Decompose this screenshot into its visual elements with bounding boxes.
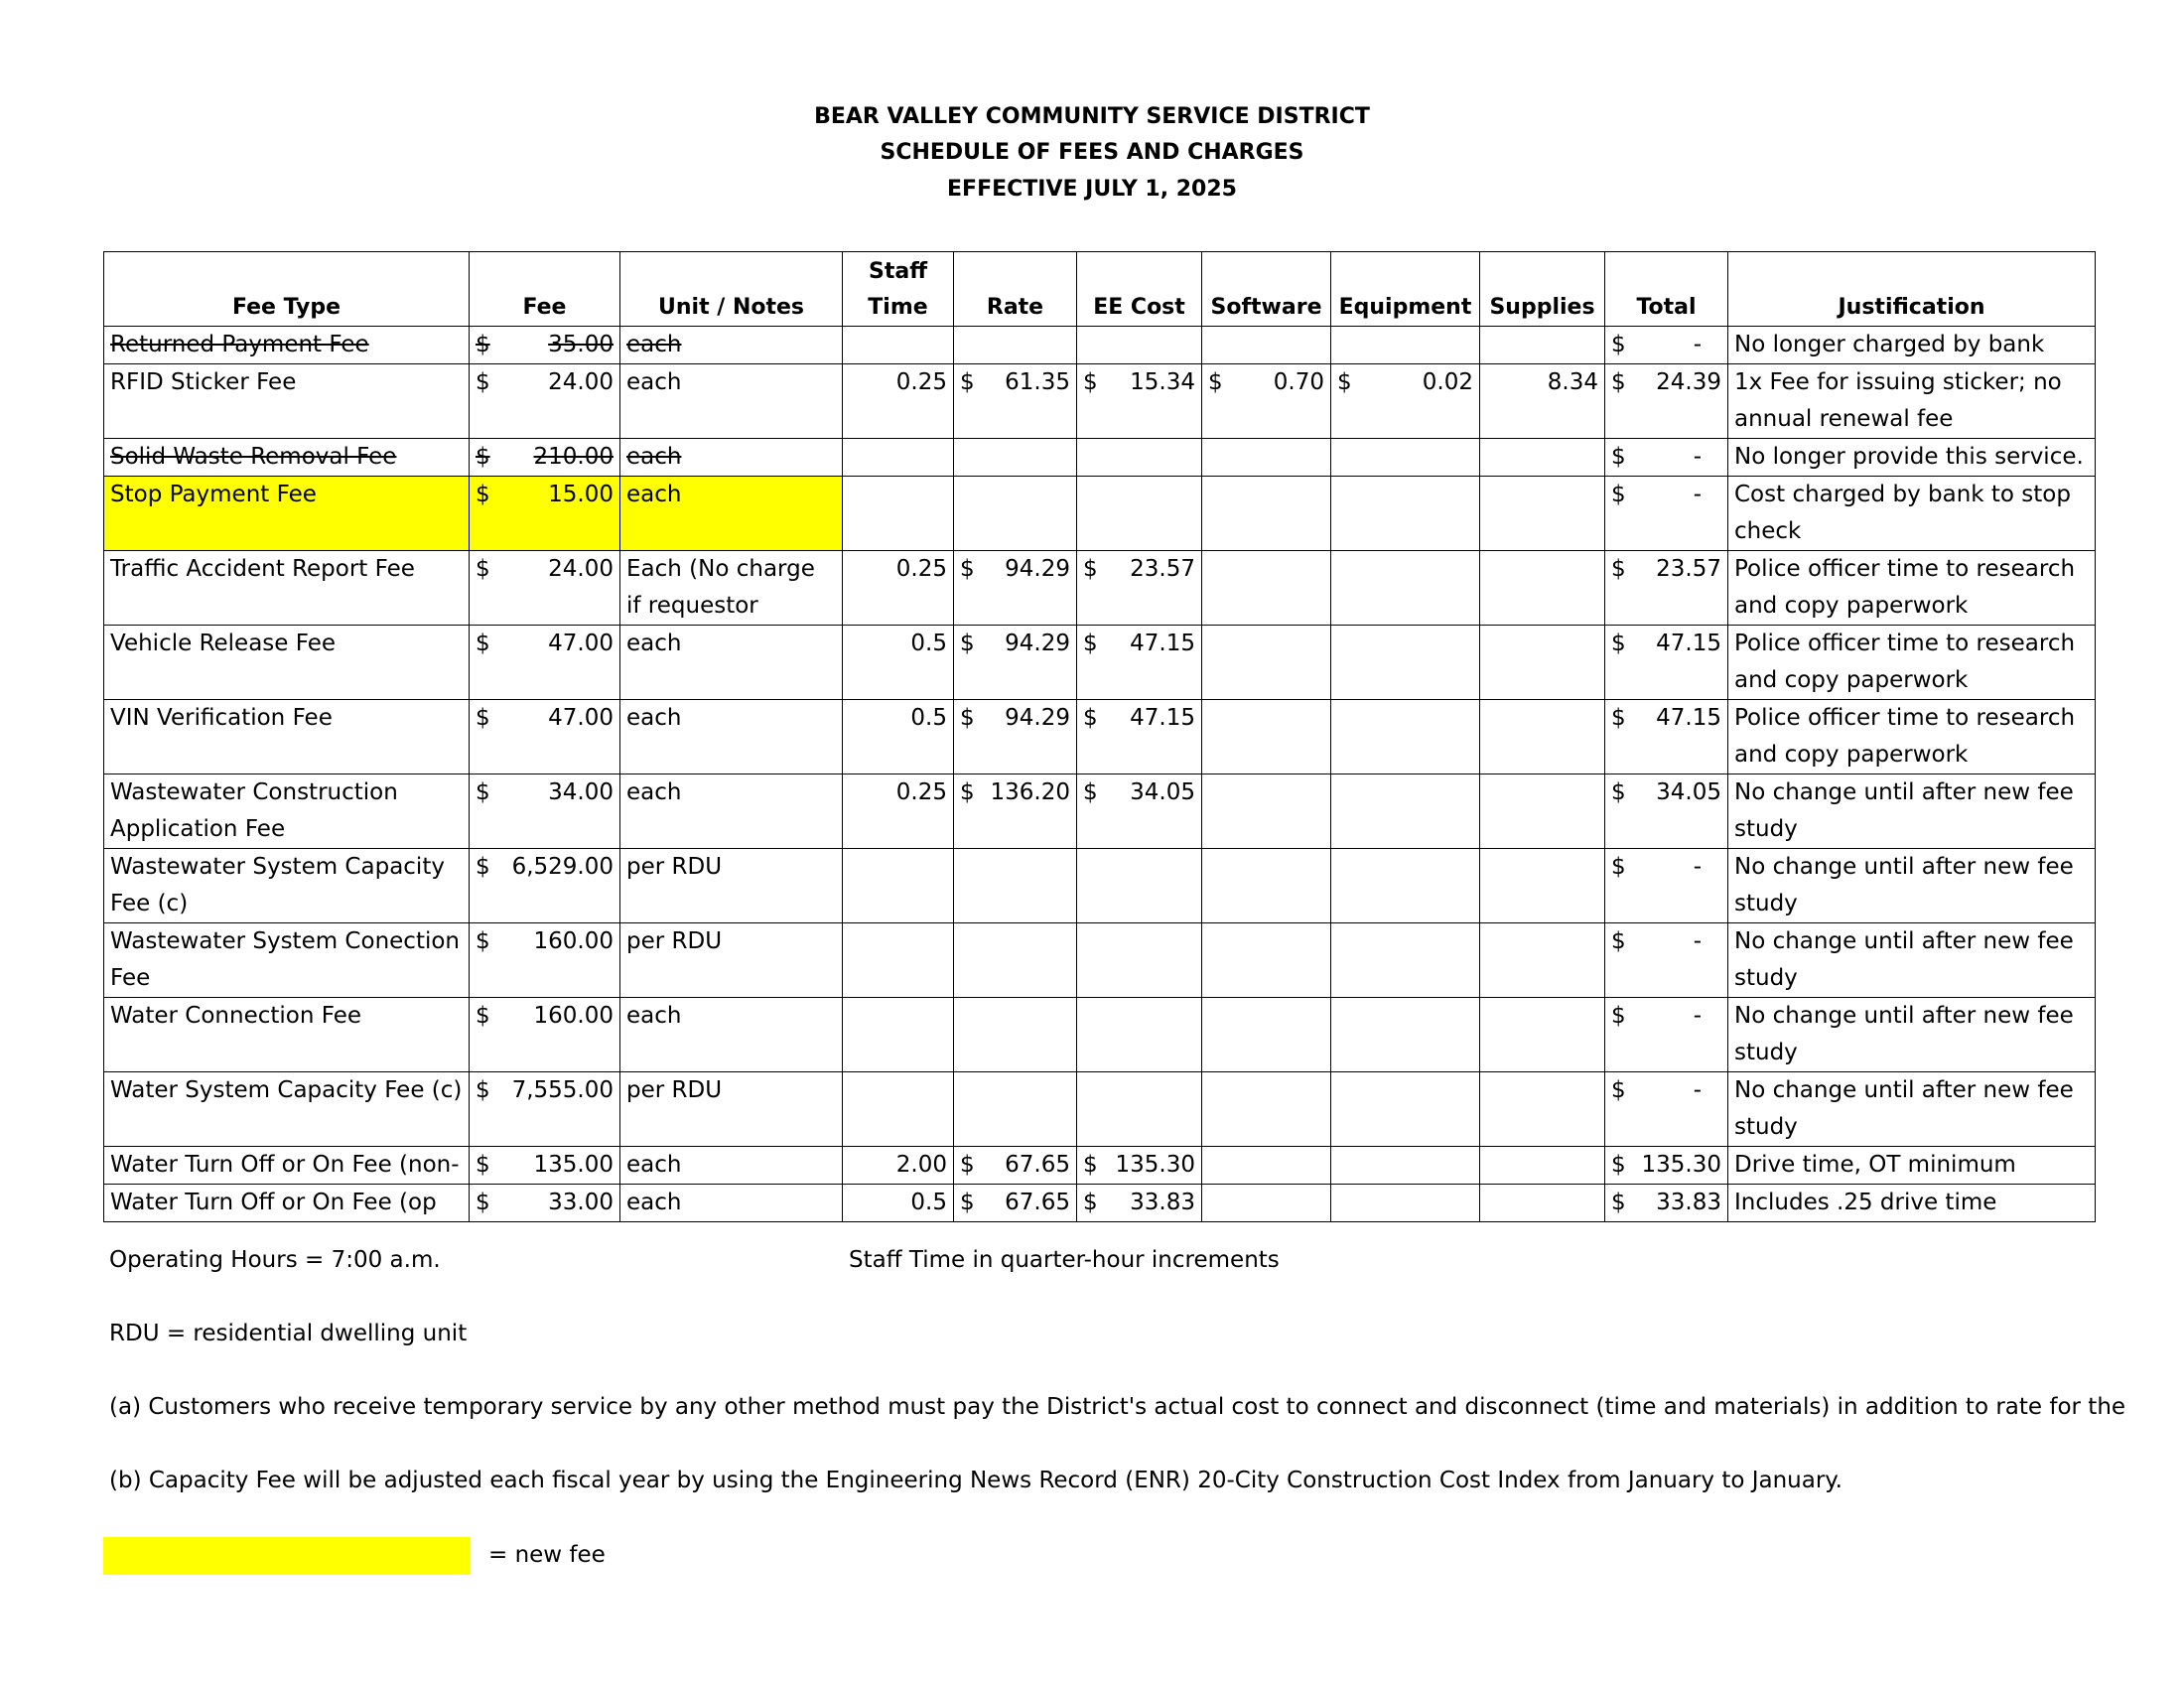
amount: 33.83 [1656,1190,1721,1215]
software-cell [1202,626,1331,700]
equipment-cell [1331,1147,1480,1185]
table-row [104,700,2096,774]
table-row [104,923,2096,998]
equipment-cell [1331,774,1480,849]
currency-symbol: $ [476,332,490,357]
col-header-software: Software [1202,252,1331,327]
justification-cell: Police officer time to research and copy paperwork [1728,626,2096,700]
currency-symbol: $ [476,369,490,395]
amount: 160.00 [533,928,614,954]
amount: - [1693,444,1702,470]
amount: 135.30 [1115,1152,1195,1178]
supplies-cell [1480,1072,1605,1147]
unit-cell: per RDU [620,923,843,998]
total-cell [1605,439,1728,477]
fee-cell [470,1147,620,1185]
software-cell [1202,1147,1331,1185]
currency-symbol: $ [1083,1190,1098,1215]
ee-cost-cell [1077,1147,1202,1185]
amount: 23.57 [1656,556,1721,582]
equipment-cell [1331,439,1480,477]
ee-cost-cell [1077,774,1202,849]
staff-time-cell [843,849,954,923]
staff-time-cell [843,477,954,551]
amount: 94.29 [1005,556,1070,582]
staff-time-cell: 0.25 [843,551,954,626]
justification-cell: No change until after new fee study [1728,1072,2096,1147]
ee-cost-cell [1077,849,1202,923]
currency-symbol: $ [1208,369,1223,395]
unit-cell: Each (No charge if requestor [620,551,843,626]
staff-time-cell: 0.25 [843,774,954,849]
amount: 47.15 [1130,705,1195,731]
currency-symbol: $ [1083,556,1098,582]
staff-time-cell: 0.5 [843,626,954,700]
equipment-cell [1331,477,1480,551]
supplies-cell [1480,700,1605,774]
equipment-cell [1331,849,1480,923]
supplies-cell [1480,439,1605,477]
ee-cost-cell [1077,439,1202,477]
equipment-cell [1331,923,1480,998]
amount: 24.39 [1656,369,1721,395]
staff-time-cell: 0.5 [843,700,954,774]
fee-cell [470,700,620,774]
amount: - [1693,1003,1702,1029]
currency-symbol: $ [1611,1152,1626,1178]
currency-symbol: $ [476,1190,490,1215]
supplies-cell [1480,327,1605,364]
amount: - [1693,928,1702,954]
col-header-justification: Justification [1728,252,2096,327]
currency-symbol: $ [1611,556,1626,582]
table-row [104,364,2096,439]
col-header-rate: Rate [954,252,1077,327]
rate-cell [954,1185,1077,1222]
justification-cell: No change until after new fee study [1728,774,2096,849]
currency-symbol: $ [1611,444,1626,470]
fee-cell [470,551,620,626]
amount: - [1693,332,1702,357]
amount: 136.20 [990,779,1070,805]
currency-symbol: $ [1083,369,1098,395]
total-cell [1605,327,1728,364]
supplies-cell [1480,998,1605,1072]
fee-schedule-table [103,251,2096,1222]
rdu-note: RDU = residential dwelling unit [109,1321,468,1346]
currency-symbol: $ [1083,631,1098,656]
currency-symbol: $ [960,779,975,805]
unit-cell: each [620,477,843,551]
justification-cell: 1x Fee for issuing sticker; no annual renewal fee [1728,364,2096,439]
fee-cell [470,626,620,700]
software-cell [1202,1072,1331,1147]
unit-cell: each [620,1147,843,1185]
currency-symbol: $ [1083,779,1098,805]
currency-symbol: $ [476,705,490,731]
table-row [104,1147,2096,1185]
justification-cell: No longer provide this service. [1728,439,2096,477]
staff-time-cell: 0.5 [843,1185,954,1222]
currency-symbol: $ [1611,482,1626,507]
currency-symbol: $ [1611,369,1626,395]
rate-cell [954,327,1077,364]
table-row [104,626,2096,700]
currency-symbol: $ [1611,779,1626,805]
ee-cost-cell [1077,327,1202,364]
table-header-row [104,252,2096,327]
equipment-cell [1331,327,1480,364]
fee-type-cell: Water Turn Off or On Fee (op [104,1185,470,1222]
equipment-cell [1331,1072,1480,1147]
justification-cell: Includes .25 drive time [1728,1185,2096,1222]
col-header-fee-type: Fee Type [104,252,470,327]
total-cell [1605,1147,1728,1185]
currency-symbol: $ [476,928,490,954]
total-cell [1605,774,1728,849]
amount: 47.15 [1656,631,1721,656]
amount: 67.65 [1005,1190,1070,1215]
total-cell [1605,849,1728,923]
unit-cell: each [620,1185,843,1222]
justification-cell: Police officer time to research and copy paperwork [1728,551,2096,626]
table-row [104,439,2096,477]
fee-type-cell: Wastewater System Capacity Fee (c) [104,849,470,923]
new-fee-legend-label: = new fee [488,1542,606,1568]
fee-cell [470,1185,620,1222]
rate-cell [954,923,1077,998]
amount: 33.00 [548,1190,614,1215]
fee-cell [470,774,620,849]
equipment-cell [1331,364,1480,439]
rate-cell [954,849,1077,923]
currency-symbol: $ [1611,1003,1626,1029]
currency-symbol: $ [960,369,975,395]
fee-cell [470,923,620,998]
col-header-ee-cost: EE Cost [1077,252,1202,327]
supplies-cell [1480,1147,1605,1185]
table-row [104,849,2096,923]
software-cell [1202,477,1331,551]
supplies-cell [1480,477,1605,551]
total-cell [1605,551,1728,626]
currency-symbol: $ [476,631,490,656]
total-cell [1605,1072,1728,1147]
amount: 94.29 [1005,631,1070,656]
fee-type-cell: Vehicle Release Fee [104,626,470,700]
fee-type-cell: Wastewater System Conection Fee [104,923,470,998]
rate-cell [954,551,1077,626]
amount: 160.00 [533,1003,614,1029]
justification-cell: No change until after new fee study [1728,849,2096,923]
staff-time-cell: 0.25 [843,364,954,439]
rate-cell [954,774,1077,849]
amount: 210.00 [533,444,614,470]
fee-cell [470,1072,620,1147]
equipment-cell [1331,1185,1480,1222]
total-cell [1605,364,1728,439]
justification-cell: No change until after new fee study [1728,923,2096,998]
currency-symbol: $ [1083,1152,1098,1178]
currency-symbol: $ [1611,928,1626,954]
software-cell [1202,1185,1331,1222]
currency-symbol: $ [476,1077,490,1103]
rate-cell [954,477,1077,551]
currency-symbol: $ [1611,332,1626,357]
amount: 0.70 [1273,369,1324,395]
amount: 7,555.00 [511,1077,614,1103]
ee-cost-cell [1077,626,1202,700]
ee-cost-cell [1077,923,1202,998]
currency-symbol: $ [1611,705,1626,731]
fee-type-cell: Stop Payment Fee [104,477,470,551]
justification-cell: No longer charged by bank [1728,327,2096,364]
unit-cell: each [620,626,843,700]
amount: 15.34 [1130,369,1195,395]
rate-cell [954,998,1077,1072]
software-cell [1202,551,1331,626]
amount: 0.02 [1422,369,1473,395]
staff-time-cell [843,998,954,1072]
software-cell [1202,439,1331,477]
ee-cost-cell [1077,1072,1202,1147]
ee-cost-cell [1077,551,1202,626]
staff-time-cell [843,439,954,477]
total-cell [1605,477,1728,551]
currency-symbol: $ [1611,854,1626,880]
ee-cost-cell [1077,477,1202,551]
table-row [104,477,2096,551]
currency-symbol: $ [476,1152,490,1178]
fee-type-cell: Wastewater Construction Application Fee [104,774,470,849]
ee-cost-cell [1077,998,1202,1072]
amount: 15.00 [548,482,614,507]
staff-time-cell [843,327,954,364]
software-cell [1202,849,1331,923]
amount: 34.05 [1130,779,1195,805]
currency-symbol: $ [476,444,490,470]
supplies-cell [1480,551,1605,626]
table-row [104,1072,2096,1147]
fee-type-cell: Water Connection Fee [104,998,470,1072]
amount: 24.00 [548,369,614,395]
currency-symbol: $ [476,779,490,805]
table-row [104,551,2096,626]
fee-type-cell: RFID Sticker Fee [104,364,470,439]
currency-symbol: $ [1611,1190,1626,1215]
equipment-cell [1331,700,1480,774]
district-name: BEAR VALLEY COMMUNITY SERVICE DISTRICT [814,104,1370,129]
table-row [104,998,2096,1072]
unit-cell: each [620,439,843,477]
staff-time-cell [843,1072,954,1147]
equipment-cell [1331,998,1480,1072]
amount: - [1693,854,1702,880]
software-cell [1202,998,1331,1072]
fee-cell [470,477,620,551]
currency-symbol: $ [960,1190,975,1215]
equipment-cell [1331,551,1480,626]
equipment-cell [1331,626,1480,700]
supplies-cell [1480,849,1605,923]
total-cell [1605,923,1728,998]
rate-cell [954,626,1077,700]
total-cell [1605,626,1728,700]
fee-type-cell: Traffic Accident Report Fee [104,551,470,626]
amount: 61.35 [1005,369,1070,395]
currency-symbol: $ [476,1003,490,1029]
amount: 23.57 [1130,556,1195,582]
ee-cost-cell [1077,364,1202,439]
currency-symbol: $ [960,631,975,656]
justification-cell: Drive time, OT minimum [1728,1147,2096,1185]
col-header-total: Total [1605,252,1728,327]
table-row [104,774,2096,849]
software-cell [1202,923,1331,998]
footnote-a: (a) Customers who receive temporary service by any other method must pay the District's actual cost to connect and disconnect (time and materials) in addition to rate for the [109,1394,2126,1420]
currency-symbol: $ [1083,705,1098,731]
fee-cell [470,439,620,477]
col-header-equipment: Equipment [1331,252,1480,327]
supplies-cell [1480,626,1605,700]
justification-cell: Cost charged by bank to stop check [1728,477,2096,551]
currency-symbol: $ [1611,631,1626,656]
amount: - [1693,1077,1702,1103]
col-header-staff-time: Staff Time [843,252,954,327]
fee-cell [470,364,620,439]
staff-time-cell [843,923,954,998]
amount: - [1693,482,1702,507]
ee-cost-cell [1077,1185,1202,1222]
new-fee-legend-swatch [103,1537,471,1575]
effective-date: EFFECTIVE JULY 1, 2025 [947,177,1237,202]
unit-cell: per RDU [620,1072,843,1147]
ee-cost-cell [1077,700,1202,774]
currency-symbol: $ [960,1152,975,1178]
supplies-cell [1480,923,1605,998]
fee-type-cell: Solid Waste Removal Fee [104,439,470,477]
col-header-fee: Fee [470,252,620,327]
currency-symbol: $ [476,556,490,582]
currency-symbol: $ [476,482,490,507]
amount: 34.00 [548,779,614,805]
unit-cell: per RDU [620,849,843,923]
footnote-b: (b) Capacity Fee will be adjusted each fiscal year by using the Engineering News Record (ENR) 20-City Construction Cost Index from January to January. [109,1468,1843,1493]
amount: 47.15 [1130,631,1195,656]
total-cell [1605,700,1728,774]
staff-time-note: Staff Time in quarter-hour increments [849,1247,1280,1273]
rate-cell [954,1147,1077,1185]
supplies-cell [1480,774,1605,849]
fee-cell [470,998,620,1072]
amount: 34.05 [1656,779,1721,805]
amount: 135.30 [1641,1152,1721,1178]
fee-type-cell: Water Turn Off or On Fee (non- [104,1147,470,1185]
supplies-cell [1480,1185,1605,1222]
amount: 47.00 [548,631,614,656]
amount: 47.15 [1656,705,1721,731]
table-row [104,327,2096,364]
software-cell [1202,364,1331,439]
justification-cell: No change until after new fee study [1728,998,2096,1072]
amount: 24.00 [548,556,614,582]
col-header-unit: Unit / Notes [620,252,843,327]
amount: 47.00 [548,705,614,731]
currency-symbol: $ [960,556,975,582]
amount: 94.29 [1005,705,1070,731]
amount: 67.65 [1005,1152,1070,1178]
amount: 33.83 [1130,1190,1195,1215]
currency-symbol: $ [1337,369,1352,395]
software-cell [1202,700,1331,774]
fee-type-cell: Returned Payment Fee [104,327,470,364]
fee-type-cell: Water System Capacity Fee (c) [104,1072,470,1147]
currency-symbol: $ [1611,1077,1626,1103]
rate-cell [954,364,1077,439]
schedule-title: SCHEDULE OF FEES AND CHARGES [880,140,1304,165]
unit-cell: each [620,774,843,849]
unit-cell: each [620,700,843,774]
unit-cell: each [620,364,843,439]
amount: 6,529.00 [511,854,614,880]
unit-cell: each [620,327,843,364]
operating-hours-note: Operating Hours = 7:00 a.m. [109,1247,441,1273]
rate-cell [954,700,1077,774]
fee-cell [470,849,620,923]
currency-symbol: $ [960,705,975,731]
amount: 135.00 [533,1152,614,1178]
total-cell [1605,1185,1728,1222]
rate-cell [954,439,1077,477]
amount: 35.00 [548,332,614,357]
fee-cell [470,327,620,364]
software-cell [1202,327,1331,364]
justification-cell: Police officer time to research and copy paperwork [1728,700,2096,774]
currency-symbol: $ [476,854,490,880]
col-header-supplies: Supplies [1480,252,1605,327]
staff-time-cell: 2.00 [843,1147,954,1185]
software-cell [1202,774,1331,849]
supplies-cell: 8.34 [1480,364,1605,439]
fee-type-cell: VIN Verification Fee [104,700,470,774]
unit-cell: each [620,998,843,1072]
rate-cell [954,1072,1077,1147]
table-row [104,1185,2096,1222]
total-cell [1605,998,1728,1072]
